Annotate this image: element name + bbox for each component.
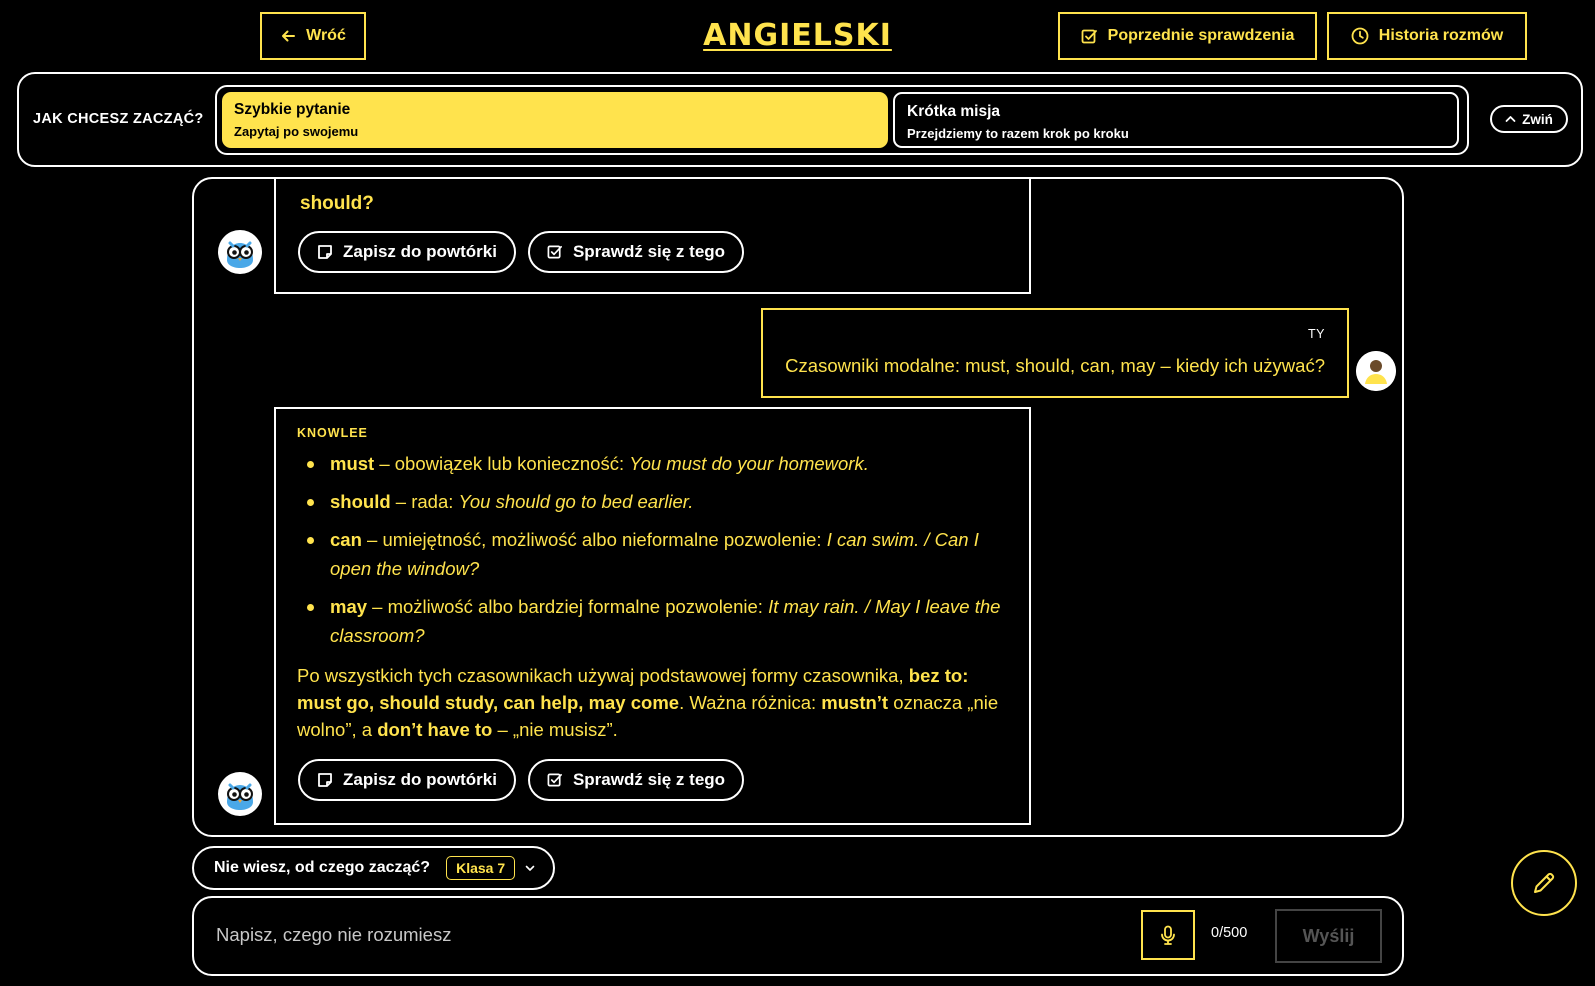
clock-icon [1351,27,1369,45]
mode-subtitle: Przejdziemy to razem krok po kroku [907,126,1129,141]
user-avatar-icon [1356,351,1396,391]
save-for-review-label: Zapisz do powtórki [343,770,497,789]
chat-panel[interactable] [192,177,1404,837]
starter-label: Nie wiesz, od czego zacząć? [214,859,431,876]
checkbox-icon [547,244,563,260]
bot-message [274,407,1031,825]
mode-subtitle: Zapytaj po swojemu [234,124,359,139]
list-item: should – rada: You should go to bed earlier. [297,487,1012,516]
self-check-button[interactable] [528,759,744,801]
bot-message-paragraph: Po wszystkich tych czasownikach używaj podstawowej formy czasownika, bez to: must go, should study, can help, may come. Ważna różnica: mustn’t oznacza „nie wolno”, a don’t have to – „nie musisz”. [297,665,999,740]
user-message-text: Czasowniki modalne: must, should, can, may – kiedy ich używać? [785,355,1325,376]
bot-message-list [297,449,1012,659]
list-item: can – umiejętność, możliwość albo nieformalne pozwolenie: I can swim. / Can I open the window? [297,525,1012,583]
owl-avatar-icon [218,230,262,274]
start-mode-label: JAK CHCESZ ZACZĄĆ? [33,111,204,127]
note-icon [317,772,333,788]
arrow-left-icon [280,28,296,44]
chevron-down-icon[interactable] [525,865,535,872]
message-composer [192,896,1404,976]
microphone-icon [1160,925,1176,945]
owl-avatar-icon [218,772,262,816]
starter-prompt [192,846,555,890]
microphone-button[interactable] [1141,910,1195,960]
bot-message [274,177,1031,294]
previous-checks-button[interactable] [1058,12,1317,60]
checkbox-icon [547,772,563,788]
mode-quick-question[interactable] [222,92,888,148]
edit-fab-button[interactable] [1511,850,1577,916]
message-input[interactable] [216,918,1096,952]
collapse-button[interactable] [1490,105,1568,133]
char-counter: 0/500 [1211,925,1248,941]
save-for-review-label: Zapisz do powtórki [343,242,497,261]
self-check-label: Sprawdź się z tego [572,242,726,261]
pencil-icon [1531,870,1557,896]
mode-selector [215,85,1469,155]
back-button-label: Wróć [306,27,346,44]
collapse-label: Zwiń [1522,111,1553,127]
mode-title: Krótka misja [907,103,1001,120]
bot-message-text: should? [300,193,374,214]
send-button[interactable]: Wyślij [1275,909,1382,963]
message-actions [298,231,744,273]
user-message [761,308,1349,398]
chat-history-label: Historia rozmów [1378,27,1504,44]
back-button[interactable] [260,12,366,60]
save-for-review-button[interactable] [298,231,516,273]
list-item: may – możliwość albo bardziej formalne pozwolenie: It may rain. / May I leave the classroom? [297,592,1012,650]
note-icon [317,244,333,260]
list-item: must – obowiązek lub konieczność: You must do your homework. [297,449,1012,478]
checkbox-icon [1081,28,1098,45]
save-for-review-button[interactable] [298,759,516,801]
self-check-label: Sprawdź się z tego [572,770,726,789]
chat-history-button[interactable] [1327,12,1527,60]
user-message-label: TY [1308,327,1325,341]
chevron-up-icon [1505,115,1516,123]
mode-title: Szybkie pytanie [234,101,351,118]
self-check-button[interactable] [528,231,744,273]
mode-short-mission[interactable] [893,92,1459,148]
start-mode-bar [17,72,1583,167]
app-title: ANGIELSKI [703,18,892,53]
grade-select[interactable]: Klasa 7 [446,856,515,880]
message-actions [298,759,744,801]
previous-checks-label: Poprzednie sprawdzenia [1107,27,1295,44]
bot-message-label: KNOWLEE [297,426,368,440]
